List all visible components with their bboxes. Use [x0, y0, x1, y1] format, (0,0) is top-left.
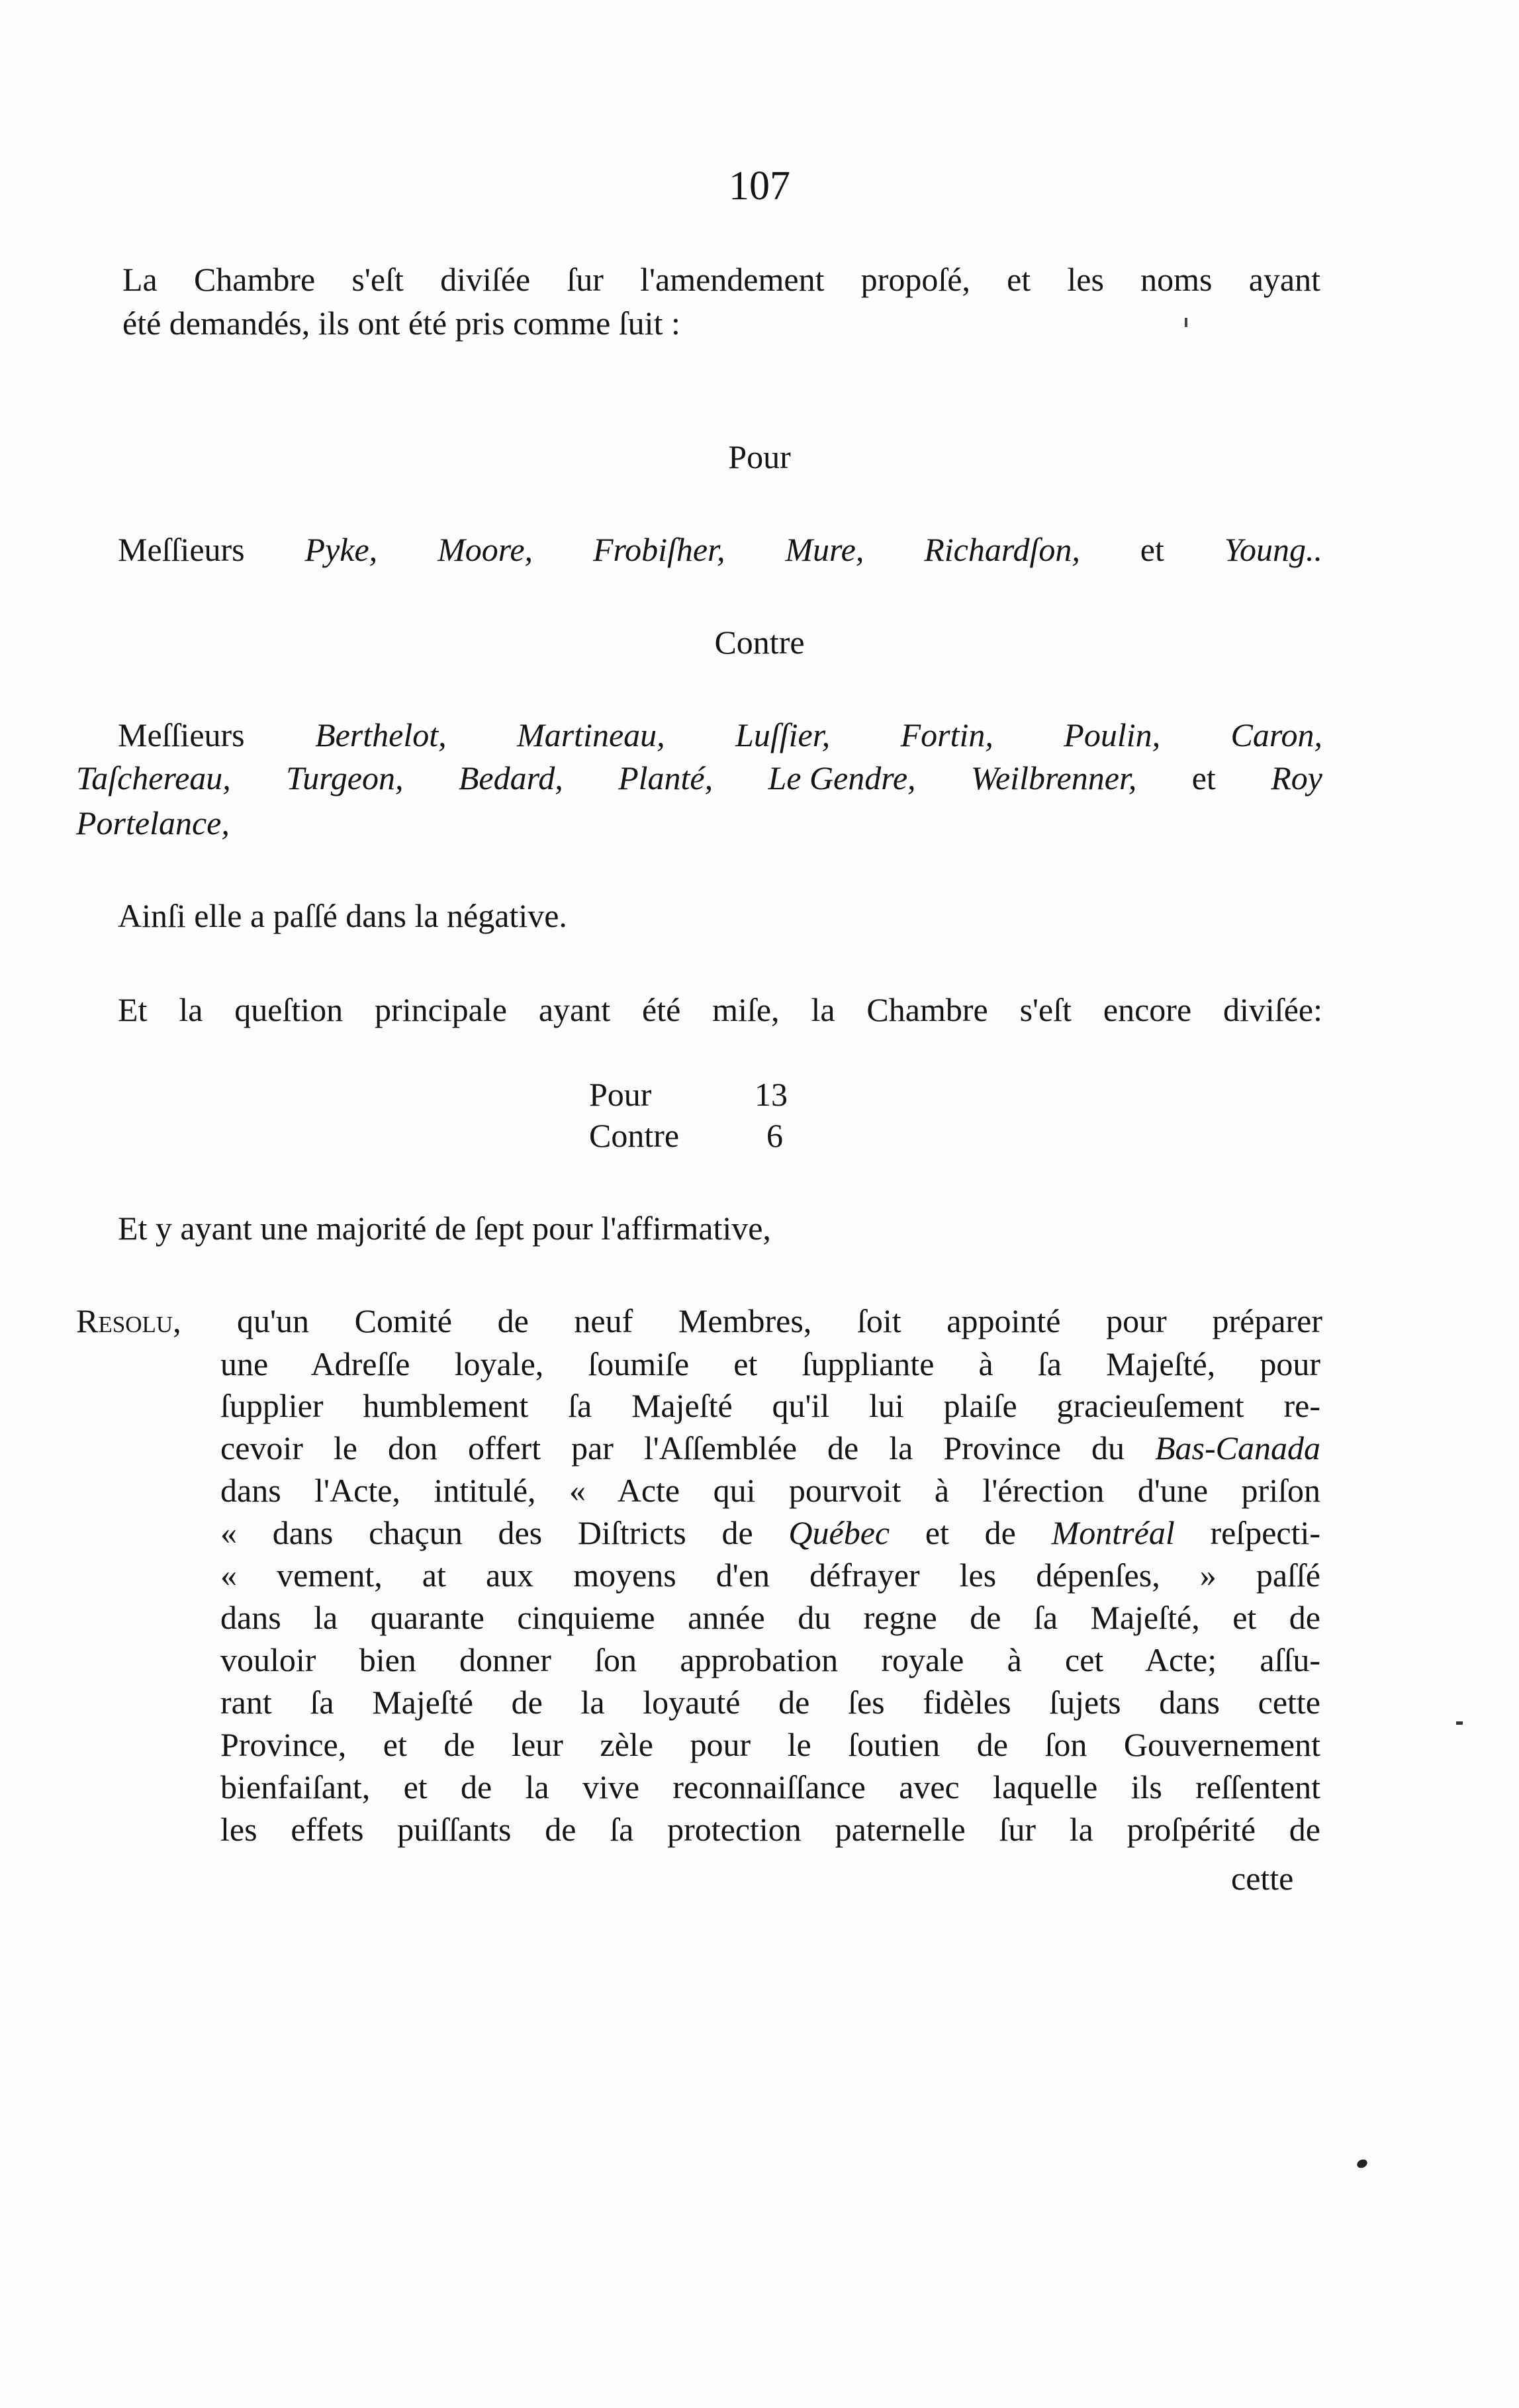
resolution-line: dans la quarante cinquieme année du regne de ſa Majeſté, et de: [220, 1599, 1320, 1636]
messieurs-label: Meſſieurs: [118, 531, 245, 568]
member-name: Portelance,: [76, 804, 230, 842]
member-name: Frobiſher,: [592, 531, 725, 568]
resolution-line: vouloir bien donner ſon approbation royale à cet Acte; aſſu-: [220, 1641, 1320, 1678]
place-name: Québec: [788, 1514, 890, 1551]
member-name: Poulin,: [1064, 716, 1161, 753]
intro-line-1: La Chambre s'eſt diviſée ſur l'amendement propoſé, et les noms ayant: [122, 261, 1320, 298]
messieurs-label: Meſſieurs: [118, 716, 245, 753]
member-name: Martineau,: [517, 716, 665, 753]
member-name: Berthelot,: [315, 716, 447, 753]
contre-names-line-3: [76, 806, 230, 840]
resolu-label: Resolu,: [76, 1302, 181, 1339]
resolution-line: bienfaiſant, et de la vive reconnaiſſance avec laquelle ils reſſentent: [220, 1768, 1320, 1806]
member-name: Pyke,: [304, 531, 378, 568]
pour-heading: Pour: [728, 438, 791, 475]
tally-label: Pour: [589, 1076, 652, 1113]
resolution-text: qu'un Comité de neuf Membres, ſoit appointé pour préparer: [237, 1302, 1322, 1339]
member-name: Weilbrenner,: [970, 759, 1137, 796]
member-name: Le Gendre,: [768, 759, 916, 796]
contre-names-line-2: [76, 761, 1322, 795]
member-name: Young..: [1224, 531, 1322, 568]
member-name: Richardſon,: [924, 531, 1080, 568]
tally-row-pour: [589, 1078, 814, 1118]
resolution-line-1: [76, 1304, 1322, 1337]
resolution-line: ſupplier humblement ſa Majeſté qu'il lui plaiſe gracieuſement re-: [220, 1387, 1320, 1424]
resolution-line: « dans chaçun des Diſtricts de Québec et de Montréal reſpecti-: [220, 1514, 1321, 1551]
tally-row-contre: [589, 1119, 814, 1159]
pour-names-line: [118, 533, 1322, 566]
member-name: Caron,: [1230, 716, 1322, 753]
majority-line: Et y ayant une majorité de ſept pour l'affirmative,: [118, 1210, 771, 1247]
ink-speck: [1185, 318, 1187, 327]
member-name: Roy: [1271, 759, 1322, 796]
place-name: Bas-Canada: [1155, 1429, 1320, 1467]
member-name: Mure,: [785, 531, 864, 568]
question-line: Et la queſtion principale ayant été miſe, la Chambre s'eſt encore diviſée:: [118, 991, 1322, 1028]
contre-names-line-1: [118, 718, 1322, 751]
negative-line: Ainſi elle a paſſé dans la négative.: [118, 897, 567, 934]
contre-heading: Contre: [714, 624, 805, 661]
member-name: Luſſier,: [735, 716, 831, 753]
place-name: Montréal: [1051, 1514, 1175, 1551]
member-name: Bedard,: [458, 759, 563, 796]
conjunction: et: [1191, 759, 1216, 796]
resolution-line: Province, et de leur zèle pour le ſoutien de ſon Gouvernement: [220, 1726, 1320, 1763]
member-name: Planté,: [618, 759, 713, 796]
resolution-line: cevoir le don offert par l'Aſſemblée de la Province du Bas-Canada: [220, 1429, 1320, 1467]
tally-label: Contre: [589, 1117, 680, 1154]
catchword: cette: [1231, 1860, 1294, 1897]
resolution-line: rant ſa Majeſté de la loyauté de ſes fidèles ſujets dans cette: [220, 1684, 1320, 1721]
ink-speck: [1456, 1721, 1463, 1725]
member-name: Fortin,: [900, 716, 993, 753]
member-name: Turgeon,: [286, 759, 404, 796]
tally-value: 6: [766, 1117, 783, 1154]
resolution-line: « vement, at aux moyens d'en défrayer les dépenſes, » paſſé: [220, 1557, 1320, 1594]
intro-line-2: été demandés, ils ont été pris comme ſuit :: [122, 305, 680, 342]
conjunction: et: [1140, 531, 1164, 568]
page-number: 107: [729, 164, 790, 209]
resolution-line: une Adreſſe loyale, ſoumiſe et ſuppliante à ſa Majeſté, pour: [220, 1345, 1320, 1382]
member-name: Moore,: [437, 531, 533, 568]
ink-speck: [1356, 2158, 1369, 2170]
member-name: Taſchereau,: [76, 759, 231, 796]
resolution-line: dans l'Acte, intitulé, « Acte qui pourvoit à l'érection d'une priſon: [220, 1472, 1320, 1509]
tally-value: 13: [755, 1076, 788, 1113]
resolution-line: les effets puiſſants de ſa protection paternelle ſur la proſpérité de: [220, 1811, 1320, 1848]
